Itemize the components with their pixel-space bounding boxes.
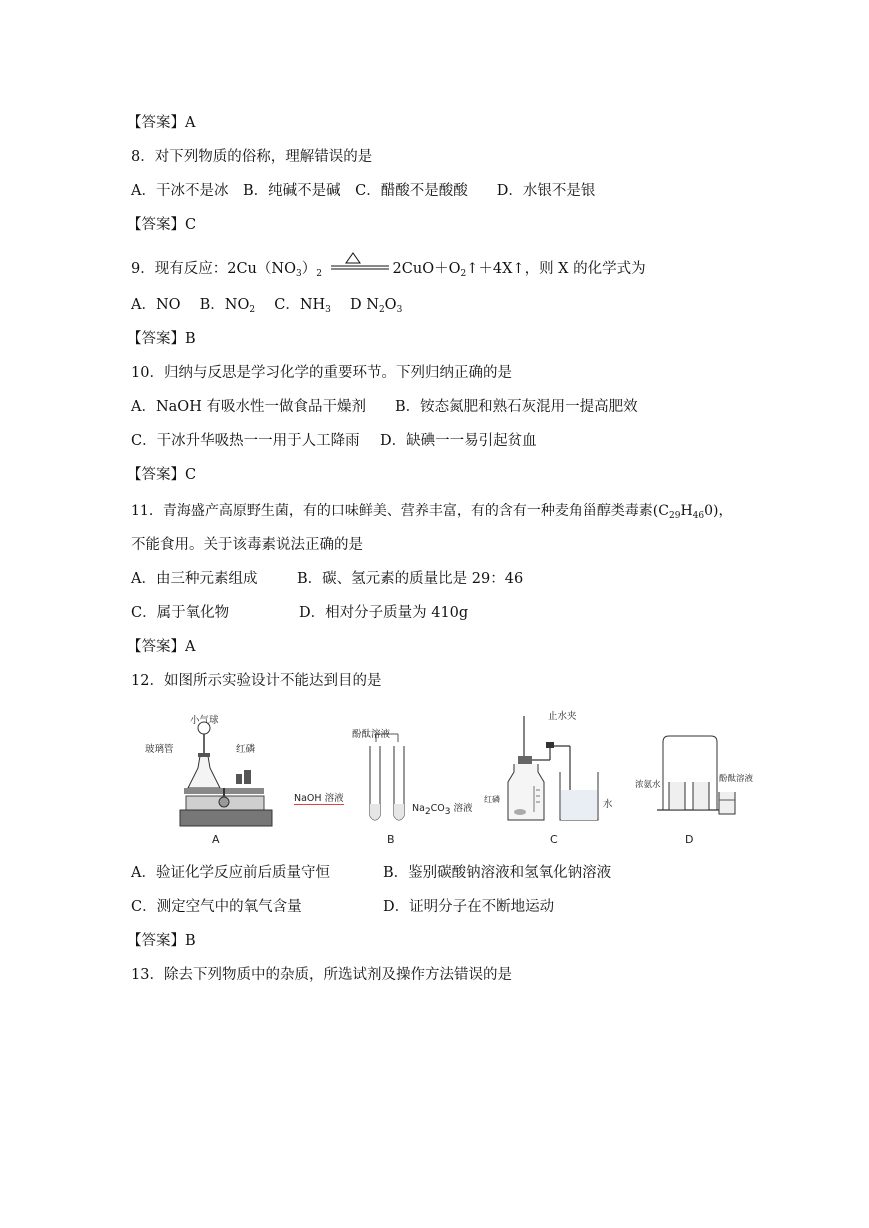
na2co3-suffix: 溶液 (450, 803, 473, 814)
question-10: 10．归纳与反思是学习化学的重要环节。下列归纳正确的是 (131, 365, 512, 381)
label-red-phosphorus-a: 红磷 (236, 744, 256, 755)
label-phenolphthalein-b: 酚酞溶液 (352, 729, 391, 740)
answer-9: 【答案】B (127, 331, 196, 347)
question-11-line2: 不能食用。关于该毒素说法正确的是 (131, 537, 363, 553)
figure-label-d: D (685, 833, 694, 846)
q9-part-a: 9．现有反应：2Cu（NO (131, 261, 296, 277)
question-9 (131, 260, 646, 278)
label-na2co3-solution (412, 800, 473, 817)
q9-opt-sub: 2 (378, 305, 385, 315)
q11-h: H (680, 503, 693, 519)
answer-10: 【答案】C (127, 467, 197, 483)
q9-part-c: ↑＋4X↑，则 X 的化学式为 (466, 261, 646, 277)
heat-reaction-sign (329, 260, 391, 278)
question-9-options (131, 296, 402, 314)
q9-opt: C．NH (255, 297, 326, 313)
question-11 (131, 502, 733, 520)
q9-opt: D N (330, 297, 379, 313)
q9-opt: O (384, 297, 397, 313)
question-8: 8．对下列物质的俗称，理解错误的是 (131, 149, 373, 165)
q11-option-c: C．属于氧化物 (131, 605, 230, 621)
label-naoh-text: NaOH 溶液 (294, 793, 344, 804)
q9-opt-sub: 2 (249, 305, 256, 315)
q12-option-b: B．鉴别碳酸钠溶液和氢氧化钠溶液 (383, 865, 612, 881)
q10-option-d: D．缺碘一一易引起贫血 (380, 433, 537, 449)
q10-option-c: C．干冰升华吸热一一用于人工降雨 (131, 433, 360, 449)
question-13: 13．除去下列物质中的杂质，所选试剂及操作方法错误的是 (131, 967, 512, 983)
apparatus-c-oxygen-measure (484, 711, 613, 831)
label-red-phosphorus-c: 红磷 (484, 795, 500, 804)
q12-option-a: A．验证化学反应前后质量守恒 (131, 865, 330, 881)
question-8-options: A．干冰不是冰 B．纯碱不是碱 C．醋酸不是酸酸 D．水银不是银 (131, 183, 596, 199)
q9-sub: 3 (295, 269, 302, 279)
q11-sub: 46 (692, 511, 705, 521)
answer-8: 【答案】C (127, 217, 197, 233)
apparatus-a-balance (145, 715, 276, 831)
label-balloon: 小气球 (190, 715, 219, 726)
q11-part-a: 11．青海盛产高原野生菌，有的口味鲜美、营养丰富，有的含有一种麦角甾醇类毒素(C (131, 503, 669, 519)
label-glass-tube: 玻璃管 (145, 744, 174, 755)
label-naoh-solution (294, 790, 344, 804)
q9-opt-sub: 3 (396, 305, 403, 315)
answer-7: 【答案】A (127, 115, 196, 131)
q9-opt: A．NO B．NO (131, 297, 250, 313)
q11-option-a: A．由三种元素组成 (131, 571, 258, 587)
apparatus-b-test-tubes (294, 716, 473, 831)
q11-end: 0)， (704, 503, 733, 519)
label-phenolphthalein-d: 酚酞溶液 (719, 774, 754, 784)
q9-opt-sub: 3 (325, 305, 331, 315)
q9-part-b: 2CuO＋O (392, 261, 461, 277)
apparatus-d-ammonia-diffusion (635, 728, 754, 828)
na2co3-na: Na (412, 803, 425, 814)
q10-option-b: B．铵态氮肥和熟石灰混用一提高肥效 (395, 399, 638, 415)
figure-label-c: C (550, 833, 558, 846)
q9-sub: 2 (460, 269, 467, 279)
label-conc-ammonia: 浓氨水 (635, 780, 661, 790)
q12-option-c: C．测定空气中的氧气含量 (131, 899, 302, 915)
na2co3-co: CO (430, 803, 445, 814)
q9-sub: 2 (316, 269, 322, 279)
label-water-clamp: 止水夹 (548, 711, 577, 722)
q10-option-a: A．NaOH 有吸水性一做食品干燥剂 (131, 399, 366, 415)
q9-close: ） (301, 261, 317, 277)
q11-option-b: B．碳、氢元素的质量比是 29：46 (297, 571, 524, 587)
figure-label-b: B (387, 833, 395, 846)
question-12: 12．如图所示实验设计不能达到目的是 (131, 673, 382, 689)
q11-option-d: D．相对分子质量为 410g (299, 605, 469, 621)
figure-label-a: A (212, 833, 220, 846)
q12-option-d: D．证明分子在不断地运动 (383, 899, 555, 915)
na2co3-sub: 3 (444, 807, 451, 817)
answer-12: 【答案】B (127, 933, 196, 949)
answer-11: 【答案】A (127, 639, 196, 655)
na2co3-sub: 2 (424, 807, 431, 817)
label-water: 水 (603, 799, 613, 810)
experiment-figure (140, 711, 760, 851)
q11-sub: 29 (669, 511, 681, 521)
